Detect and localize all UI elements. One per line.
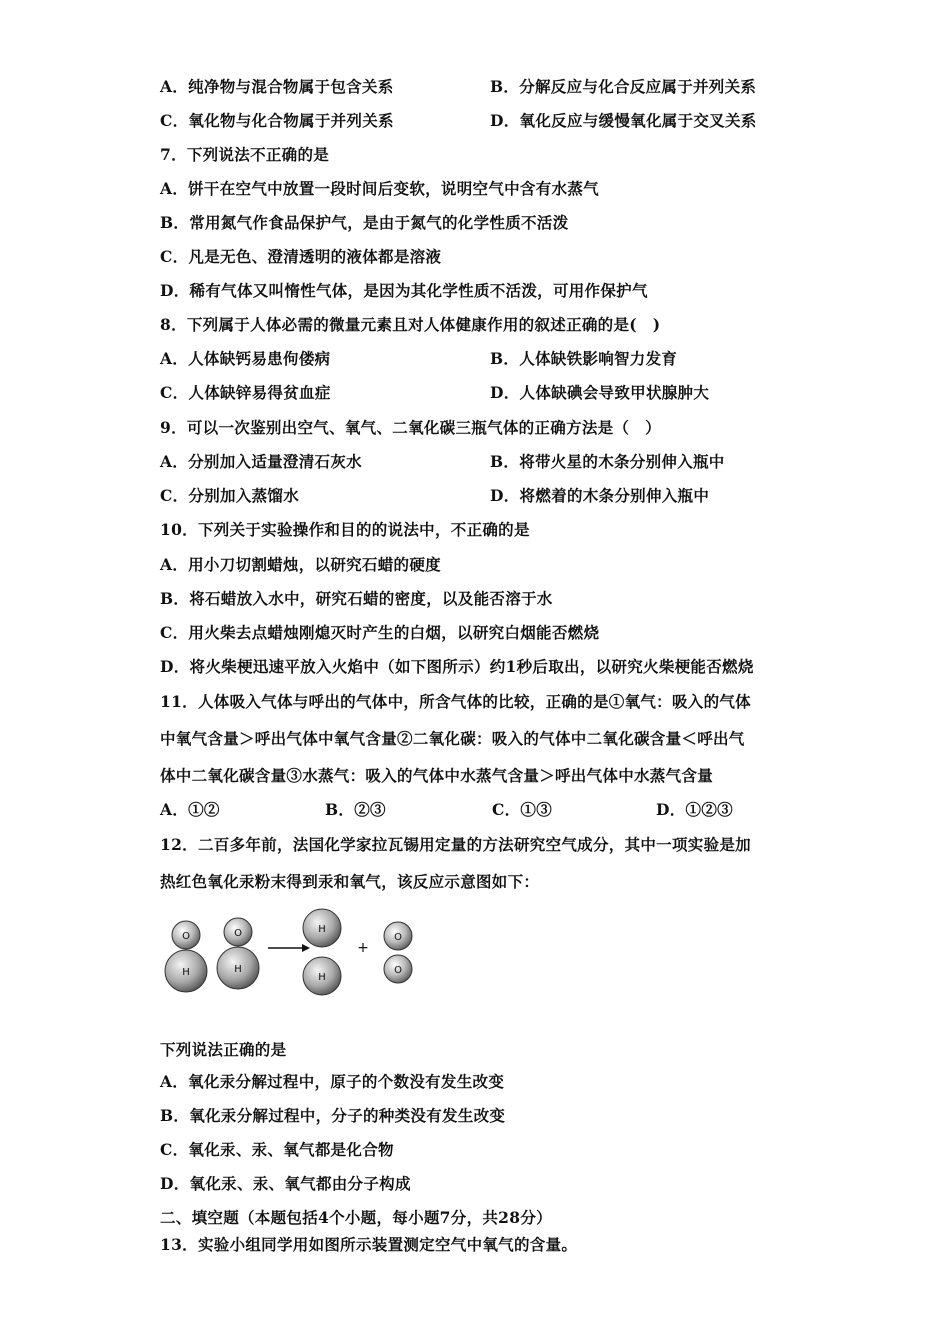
- q8-option-c: C．人体缺锌易得贫血症: [160, 383, 331, 402]
- plus-sign: +: [357, 940, 369, 956]
- atom-label-h: H: [318, 972, 326, 983]
- molecule-hgo-2: [217, 918, 259, 989]
- reaction-diagram: [160, 908, 430, 1000]
- q6-option-b: B．分解反应与化合反应属于并列关系: [490, 77, 757, 96]
- q11-stem-line3: 体中二氧化碳含量③水蒸气：吸入的气体中水蒸气含量＞呼出气体中水蒸气含量: [160, 766, 714, 785]
- q9-option-a: A．分别加入适量澄清石灰水: [160, 452, 362, 471]
- q6-option-c: C．氧化物与化合物属于并列关系: [160, 111, 394, 130]
- q8-option-b: B．人体缺铁影响智力发育: [490, 349, 678, 368]
- section-title: 二、填空题（本题包括4个小题，每小题7分，共28分）: [160, 1208, 552, 1227]
- q10-option-c: C．用火柴去点蜡烛刚熄灭时产生的白烟，以研究白烟能否燃烧: [160, 623, 600, 642]
- q13-stem: 13．实验小组同学用如图所示装置测定空气中氧气的含量。: [160, 1235, 578, 1254]
- q9-stem: 9．可以一次鉴别出空气、氧气、二氧化碳三瓶气体的正确方法是（ ）: [160, 418, 661, 437]
- q7-option-b: B．常用氮气作食品保护气，是由于氮气的化学性质不活泼: [160, 213, 569, 232]
- atom-label-o: O: [394, 932, 402, 943]
- q9-option-c: C．分别加入蒸馏水: [160, 486, 300, 505]
- q10-option-d: D．将火柴梗迅速平放入火焰中（如下图所示）约1秒后取出，以研究火柴梗能否燃烧: [160, 657, 754, 676]
- q11-option-a: A．①②: [160, 800, 220, 819]
- q7-option-a: A．饼干在空气中放置一段时间后变软，说明空气中含有水蒸气: [160, 179, 599, 198]
- q9-option-b: B．将带火星的木条分别伸入瓶中: [490, 452, 725, 471]
- atom-label-h: H: [234, 964, 242, 975]
- q9-option-d: D．将燃着的木条分别伸入瓶中: [490, 486, 710, 505]
- mercury-atoms: [303, 909, 341, 995]
- atom-label-o: O: [182, 931, 190, 942]
- q12-option-a: A．氧化汞分解过程中，原子的个数没有发生改变: [160, 1072, 505, 1091]
- q11-option-b: B．②③: [325, 800, 386, 819]
- q8-option-a: A．人体缺钙易患佝偻病: [160, 349, 331, 368]
- q11-stem-line1: 11．人体吸入气体与呼出的气体中，所含气体的比较，正确的是①氧气：吸入的气体: [160, 692, 751, 711]
- q6-option-d: D．氧化反应与缓慢氧化属于交叉关系: [490, 111, 757, 130]
- q6-option-a: A．纯净物与混合物属于包含关系: [160, 77, 394, 96]
- molecule-hgo-1: [165, 921, 207, 992]
- q7-stem: 7．下列说法不正确的是: [160, 145, 330, 164]
- oxygen-molecule: [384, 922, 412, 983]
- q12-option-c: C．氧化汞、汞、氧气都是化合物: [160, 1140, 394, 1159]
- atom-label-o: O: [394, 965, 402, 976]
- q11-option-d: D．①②③: [656, 800, 733, 819]
- atom-label-h: H: [318, 924, 326, 935]
- q12-stem-line2: 热红色氧化汞粉末得到汞和氧气，该反应示意图如下：: [160, 872, 540, 891]
- q12-option-b: B．氧化汞分解过程中，分子的种类没有发生改变: [160, 1106, 506, 1125]
- q7-option-d: D．稀有气体又叫惰性气体，是因为其化学性质不活泼，可用作保护气: [160, 281, 648, 300]
- q12-question: 下列说法正确的是: [160, 1040, 287, 1059]
- q11-option-c: C．①③: [492, 800, 553, 819]
- q8-option-d: D．人体缺碘会导致甲状腺肿大: [490, 383, 710, 402]
- q10-option-a: A．用小刀切割蜡烛，以研究石蜡的硬度: [160, 555, 441, 574]
- q11-stem-line2: 中氧气含量＞呼出气体中氧气含量②二氧化碳：吸入的气体中二氧化碳含量＜呼出气: [160, 729, 745, 748]
- reaction-arrow-icon: [268, 944, 310, 952]
- q8-stem: 8．下列属于人体必需的微量元素且对人体健康作用的叙述正确的是( ): [160, 315, 661, 334]
- q12-stem-line1: 12．二百多年前，法国化学家拉瓦锡用定量的方法研究空气成分，其中一项实验是加: [160, 835, 751, 854]
- q7-option-c: C．凡是无色、澄清透明的液体都是溶液: [160, 247, 442, 266]
- q10-stem: 10．下列关于实验操作和目的的说法中，不正确的是: [160, 520, 530, 539]
- atom-label-o: O: [234, 928, 242, 939]
- q12-option-d: D．氧化汞、汞、氧气都由分子构成: [160, 1174, 411, 1193]
- atom-label-h: H: [182, 967, 190, 978]
- q10-option-b: B．将石蜡放入水中，研究石蜡的密度，以及能否溶于水: [160, 589, 553, 608]
